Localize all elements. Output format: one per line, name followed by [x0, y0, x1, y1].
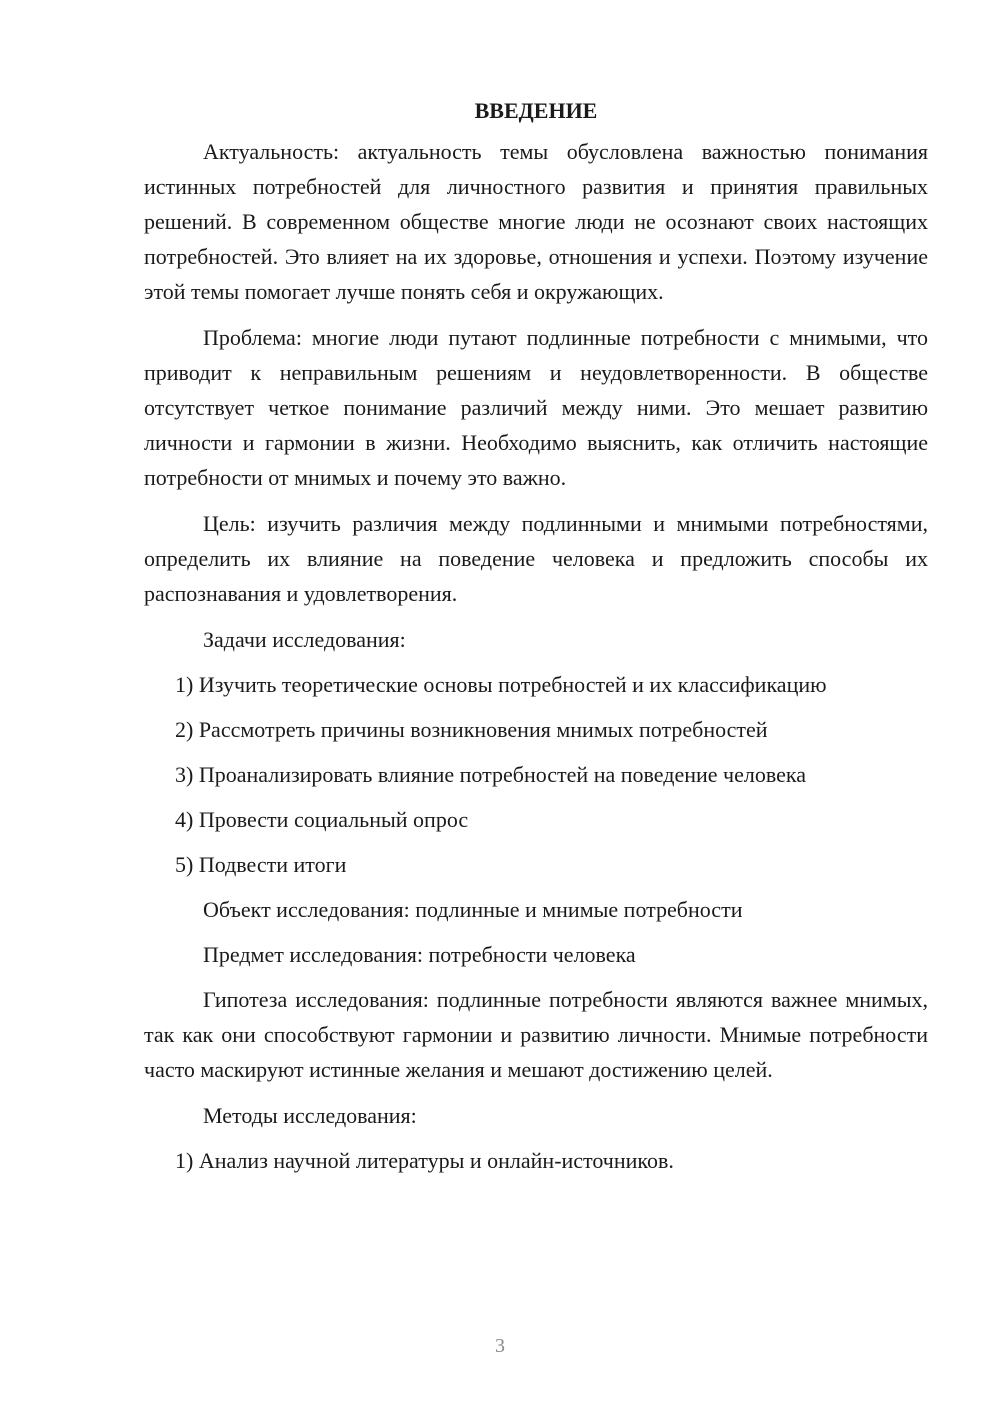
task-item-1: 1) Изучить теоретические основы потребностей и их классификацию [175, 672, 827, 697]
research-object: Объект исследования: подлинные и мнимые потребности [203, 897, 743, 922]
paragraph-relevance: Актуальность: актуальность темы обусловлена важностью понимания истинных потребностей для личностного развития и принятия правильных решений. В современном обществе многие люди не осознают своих настоящих потребностей. Это влияет на их здоровье, отношения и успехи. Поэтому изучение этой темы помогает лучше понять себя и окружающих. [144, 139, 928, 304]
task-item-3: 3) Проанализировать влияние потребностей на поведение человека [175, 762, 806, 787]
page-title: ВВЕДЕНИЕ [474, 98, 598, 123]
task-item-4: 4) Провести социальный опрос [175, 807, 469, 832]
paragraph-problem: Проблема: многие люди путают подлинные потребности с мнимыми, что приводит к неправильным решениям и неудовлетворенности. В обществе отсутствует четкое понимание различий между ними. Это мешает развитию личности и гармонии в жизни. Необходимо выяснить, как отличить настоящие потребности от мнимых и почему это важно. [144, 325, 928, 490]
tasks-heading: Задачи исследования: [203, 627, 406, 652]
page-number: 3 [495, 1335, 505, 1357]
methods-heading: Методы исследования: [203, 1103, 417, 1128]
task-item-2: 2) Рассмотреть причины возникновения мнимых потребностей [175, 717, 768, 742]
task-item-5: 5) Подвести итоги [175, 852, 347, 877]
paragraph-goal: Цель: изучить различия между подлинными и мнимыми потребностями, определить их влияние на поведение человека и предложить способы их распознавания и удовлетворения. [144, 511, 928, 606]
research-subject: Предмет исследования: потребности человека [203, 942, 636, 967]
method-item-1: 1) Анализ научной литературы и онлайн-источников. [175, 1148, 674, 1173]
paragraph-hypothesis: Гипотеза исследования: подлинные потребности являются важнее мнимых, так как они способствуют гармонии и развитию личности. Мнимые потребности часто маскируют истинные желания и мешают достижению целей. [144, 987, 928, 1082]
document-page [144, 96, 928, 1188]
